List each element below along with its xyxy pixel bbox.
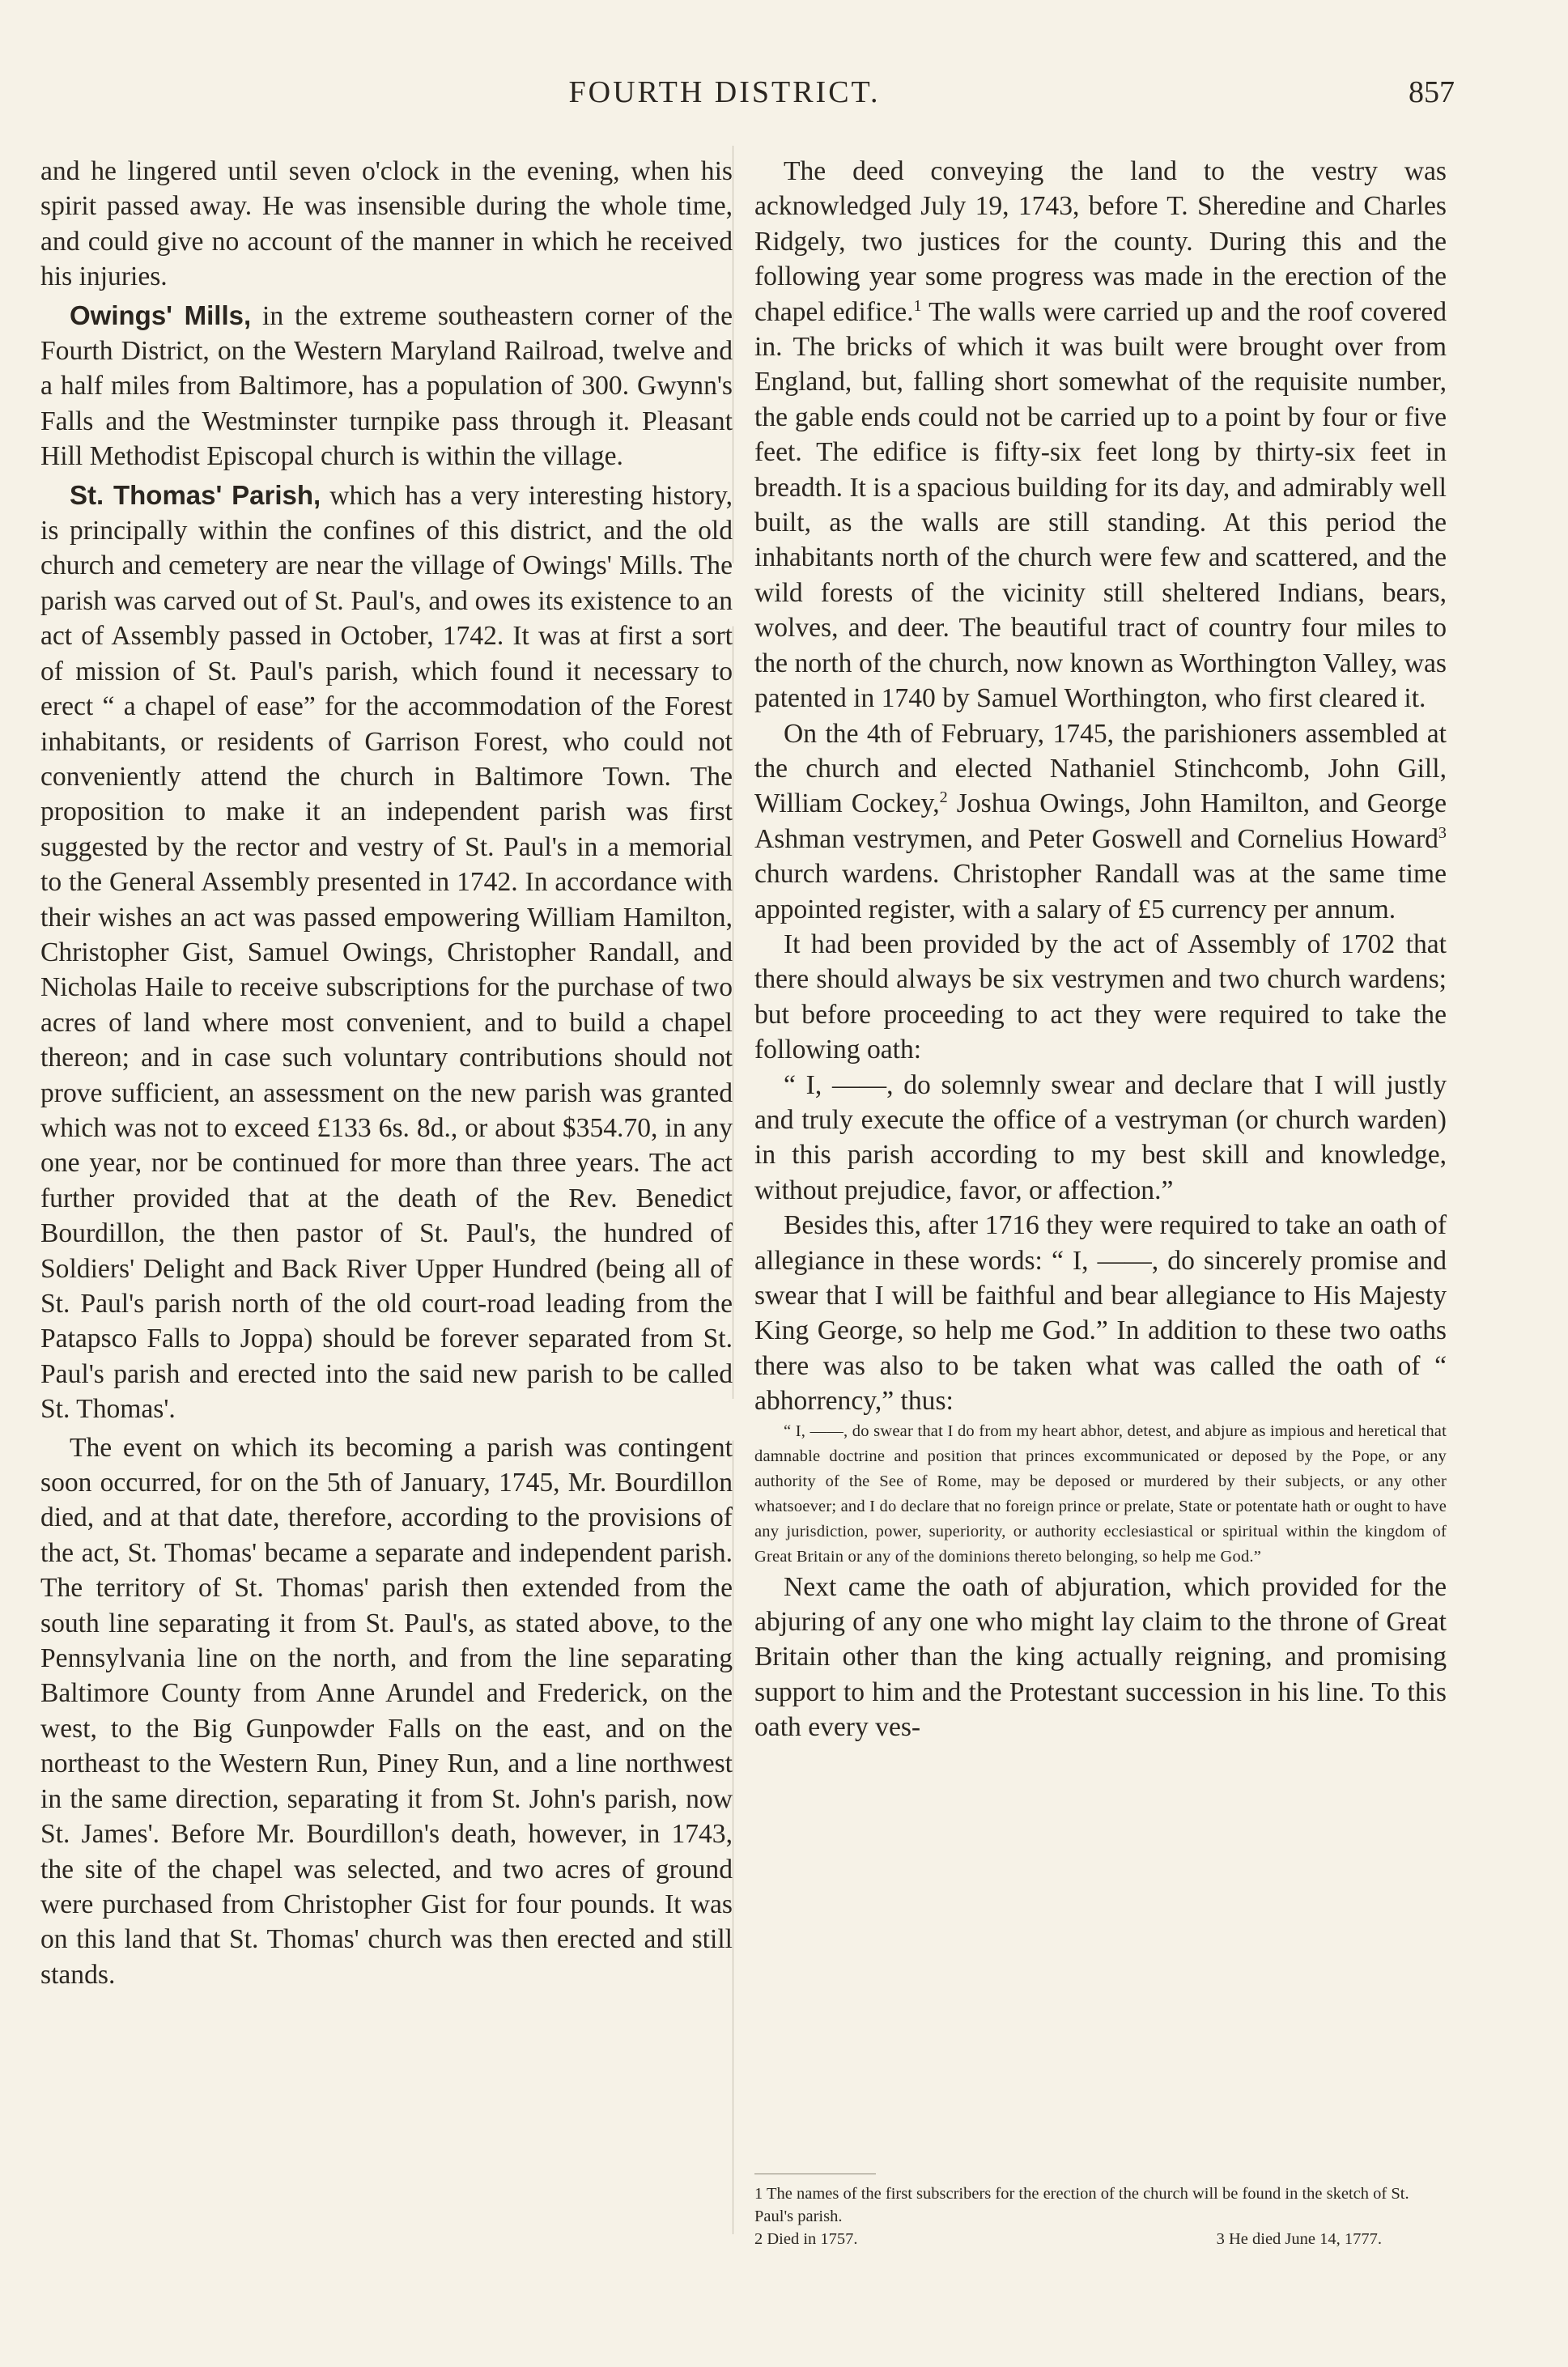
page-header — [0, 74, 1568, 123]
footnote-ref: 3 — [1438, 823, 1447, 842]
paragraph-owings-mills — [40, 298, 733, 474]
footnote-row — [754, 2228, 1447, 2250]
paragraph-event: The event on which its becoming a parish was contingent soon occurred, for on the 5th of January, 1745, Mr. Bourdillon died, and at that date, therefore, according to the provisions of the act, St. Thomas' became a separate and independent parish. The territory of St. Thomas' parish then extended from the south line separating it from St. Paul's, as stated above, to the Pennsylvania line on the north, and from the line separating Baltimore County from Anne Arundel and Frederick, on the west, to the Big Gunpowder Falls on the east, and on the northeast to the Western Run, Piney Run, and a line northwest in the same direction, separating it from St. John's parish, now St. James'. Before Mr. Bourdillon's death, however, in 1743, the site of the chapel was selected, and two acres of ground were purchased from Christopher Gist for four pounds. It was on this land that St. Thomas' church was then erected and still stands. — [40, 1432, 733, 1990]
paragraph-deed — [754, 154, 1447, 716]
paragraph-lead: St. Thomas' Parish, — [70, 479, 321, 510]
right-column — [754, 154, 1447, 1745]
text-run: The walls were carried up and the roof covered in. The bricks of which it was built were brought over from England, but, falling short somewhat of the requisite number, the gable ends could not be carried up to a point by four or five feet. The edifice is fifty-six feet long by thirty-six feet in breadth. It is a spacious building for its day, and admirably well built, as the walls are still standing. At this period the inhabitants north of the church were few and scattered, and the wild forests of the vicinity still sheltered Indians, bears, wolves, and deer. The beautiful tract of country four miles to the north of the church, now known as Worthington Valley, was patented in 1740 by Samuel Worthington, who first cleared it. — [754, 296, 1447, 714]
footnote-3: 3 He died June 14, 1777. — [1216, 2230, 1382, 2248]
paragraph-continuation: and he lingered until seven o'clock in the evening, when his spirit passed away. He was insensible during the whole time, and could give no account of the manner in which he received his injuries. — [40, 156, 733, 292]
paragraph-body: in the extreme southeastern corner of the Fourth District, on the Western Maryland Railroad, twelve and a half miles from Baltimore, has a population of 300. Gwynn's Falls and the Westminster turnpike pass through it. Pleasant Hill Methodist Episcopal church is within the village. — [40, 300, 733, 472]
paragraph-vestry-election — [754, 716, 1447, 927]
text-run: On the 4th of February, 1745, the parishioners assembled at the church and elected Nathaniel Stinchcomb, John Gill, William Cockey, — [754, 718, 1447, 819]
quote-abhorrency-oath: “ I, ——, do swear that I do from my heart abhor, detest, and abjure as impious and heretical that damnable doctrine and position that princes excommunicated or deposed by the Pope, or any authority of the See of Rome, may be deposed or murdered by their subjects, or any other whatsoever; and I do declare that no foreign prince or prelate, State or potentate hath or ought to have any jurisdiction, power, superiority, or authority ecclesiastical or spiritual within the kingdom of Great Britain or any of the dominions thereto belonging, so help me God.” — [754, 1421, 1447, 1566]
page-number: 857 — [1409, 75, 1455, 109]
paragraph-lead: Owings' Mills, — [70, 300, 252, 330]
left-column — [40, 154, 733, 1992]
footnotes — [754, 2174, 1447, 2250]
paragraph-body: which has a very interesting history, is principally within the confines of this district, and the old church and cemetery are near the village of Owings' Mills. The parish was carved out of St. Paul's, and owes its existence to an act of Assembly passed in October, 1742. It was at first a sort of mission of St. Paul's parish, which found it necessary to erect “ a chapel of ease” for the accommodation of the Forest inhabitants, or residents of Garrison Forest, who could not conveniently attend the church in Baltimore Town. The proposition to make it an independent parish was first suggested by the rector and vestry of St. Paul's in a memorial to the General Assembly presented in 1742. In accordance with their wishes an act was passed empowering William Hamilton, Christopher Gist, Samuel Owings, Christopher Randall, and Nicholas Haile to receive subscriptions for the purchase of two acres of land where most convenient, and to build a chapel thereon; and in case such voluntary contributions should not prove sufficient, an assessment on the new parish was granted which was not to exceed £133 6s. 8d., or about $354.70, in any one year, nor be continued for more than three years. The act further provided that at the death of the Rev. Benedict Bourdillon, the then pastor of St. Paul's, the hundred of Soldiers' Delight and Back River Upper Hundred (being all of St. Paul's parish north of the old court-road leading from the Patapsco Falls to Joppa) should be forever separated from St. Paul's parish and erected into the said new parish to be called St. Thomas'. — [40, 480, 733, 1425]
running-title: FOURTH DISTRICT. — [568, 75, 881, 109]
footnote-2: 2 Died in 1757. — [754, 2230, 858, 2248]
text-run: Joshua Owings, John Hamilton, and George Ashman vestrymen, and Peter Goswell and Cornelius Howard — [754, 788, 1447, 854]
paragraph-allegiance: Besides this, after 1716 they were required to take an oath of allegiance in these words: “ I, ——, do sincerely promise and swear that I will be faithful and bear allegiance to His Majesty King George, so help me God.” In addition to these two oaths there was also to be taken what was called the oath of “ abhorrency,” thus: — [754, 1210, 1447, 1417]
footnote-ref: 1 — [913, 296, 922, 315]
text-run: The deed conveying the land to the vestry was acknowledged July 19, 1743, before T. Sheredine and Charles Ridgely, two justices for the county. During this and the following year some progress was made in the erection of the chapel edifice. — [754, 156, 1447, 327]
paragraph-act-of-assembly: It had been provided by the act of Assembly of 1702 that there should always be six vestrymen and two church wardens; but before proceeding to act they were required to take the following oath: — [754, 929, 1447, 1065]
footnote-1: 1 The names of the first subscribers for the erection of the church will be found in the sketch of St. Paul's parish. — [754, 2185, 1409, 2225]
paragraph-abjuration: Next came the oath of abjuration, which provided for the abjuring of any one who might lay claim to the throne of Great Britain other than the king actually reigning, and promising support to him and the Protestant succession in his line. To this oath every ves- — [754, 1571, 1447, 1743]
paragraph-vestry-oath: “ I, ——, do solemnly swear and declare that I will justly and truly execute the office of a vestryman (or church warden) in this parish according to my best skill and knowledge, without prejudice, favor, or affection.” — [754, 1069, 1447, 1205]
text-run: church wardens. Christopher Randall was at the same time appointed register, with a salary of £5 currency per annum. — [754, 859, 1447, 924]
paragraph-st-thomas-parish — [40, 478, 733, 1427]
footnote-ref: 2 — [939, 788, 948, 807]
